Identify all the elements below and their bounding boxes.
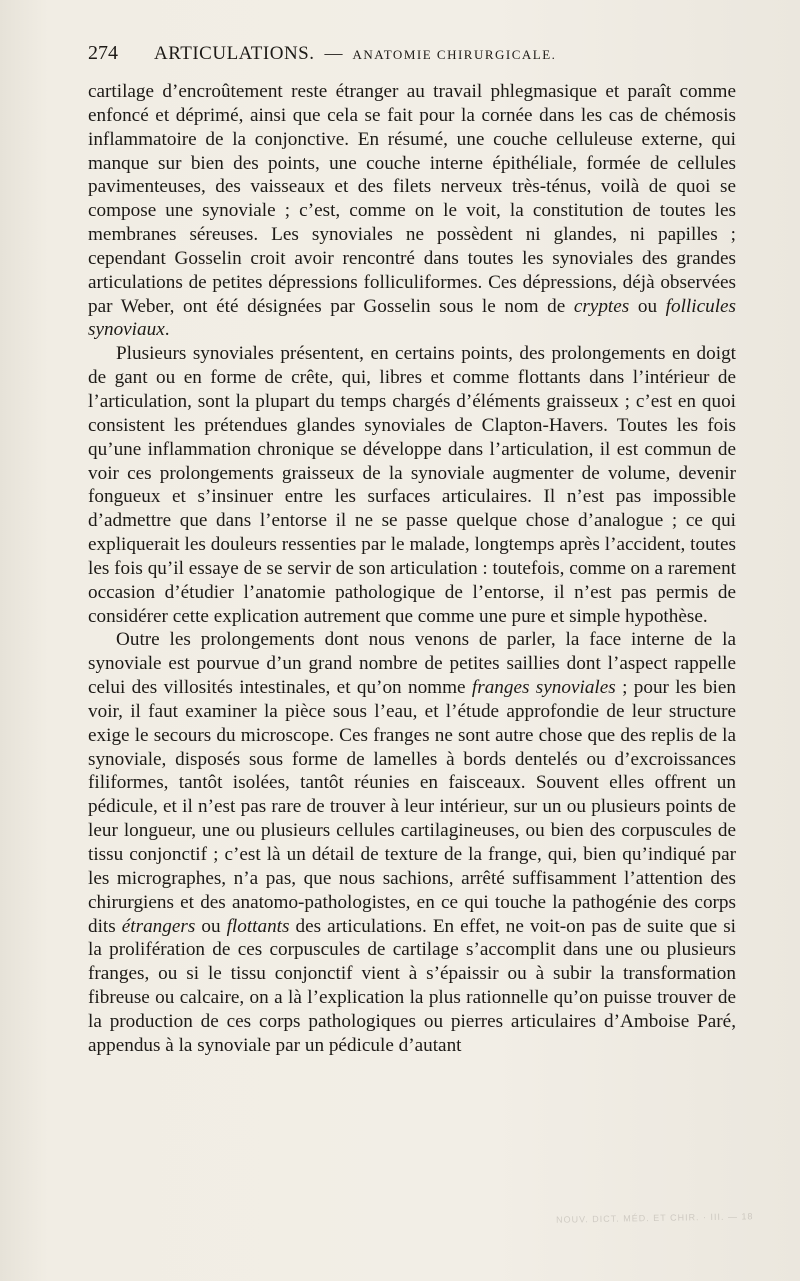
italic-term: follicules synoviaux (88, 295, 737, 341)
running-title: ARTICULATIONS. (154, 43, 315, 64)
signature-stamp: NOUV. DICT. MÉD. ET CHIR. · III. — 18 (556, 1211, 755, 1225)
text-run: ; pour les bien voir, il faut examiner la pièce sous l’eau, et l’étude approfondie de leur structure exige le secours du microscope. Ces franges ne sont autre chose que des replis de la synoviale, disposés sous forme de lamelles à bords dentelés ou d’excroissances filiformes, tantôt isolées, tantôt réunies en faisceaux. Souvent elles offrent un pédicule, et il n’est pas rare de trouver à leur intérieur, sur un ou plusieurs points de leur longueur, une ou plusieurs cellules cartilagineuses, ou bien des corpuscules de tissu conjonctif ; c’est là un détail de texture de la frange, qui, bien qu’indiqué par les micrographes, n’a pas, que nous sachions, arrêté suffisamment l’attention des chirurgiens et des anatomo-pathologistes, en ce qui touche la pathogénie des corps dits (88, 677, 736, 937)
italic-term: franges synoviales (471, 677, 616, 699)
italic-term: cryptes (573, 295, 630, 317)
italic-term: étrangers (121, 915, 196, 937)
text-run: . (164, 319, 170, 341)
text-run: des articulations. En effet, ne voit-on pas de suite que si la prolifération de ces corpuscules de cartilage s’accomplit dans une ou plusieurs franges, ou si le tissu conjonctif vient à s’épaissir ou à subir la transformation fibreuse ou calcaire, on a là l’explication la plus rationnelle qu’on puisse trouver de la production de ces corps pathologiques ou pierres articulaires d’Amboise Paré, appendus à la synoviale par un pédicule d’autant (88, 915, 736, 1056)
paragraph (88, 80, 736, 342)
italic-term: flottants (226, 915, 290, 937)
paragraph (88, 342, 736, 628)
paragraph (88, 628, 736, 1057)
body-text (88, 80, 736, 1058)
text-run: Outre les prolongements dont nous venons de parler, la face interne de la synoviale est pourvue d’un grand nombre de petites saillies dont l’aspect rappelle celui des villosités intestinales, et qu’on nomme (88, 629, 736, 699)
running-header (88, 42, 738, 70)
text-run: ou (629, 295, 666, 317)
text-run: Plusieurs synoviales présentent, en certains points, des prolongements en doigt de gant ou en forme de crête, qui, libres et comme flottants dans l’intérieur de l’articulation, sont la plupart du temps chargés d’éléments graisseux ; c’est en quoi consistent les prétendues glandes synoviales de Clapton-Havers. Toutes les fois qu’une inflammation chronique se développe dans l’articulation, il est commun de voir ces prolongements graisseux de la synoviale augmenter de volume, devenir fongueux et s’insinuer entre les surfaces articulaires. Il n’est pas impossible d’admettre que dans l’entorse il ne se passe quelque chose d’analogue ; ce qui expliquerait les douleurs ressenties par le malade, longtemps après l’accident, toutes les fois qu’il essaye de se servir de son articulation : toutefois, comme on a rarement occasion d’étudier l’anatomie pathologique de l’entorse, il n’est pas permis de considérer cette explication autrement que comme une pure et simple hypothèse. (88, 343, 736, 627)
text-run: cartilage d’encroûtement reste étranger au travail phlegmasique et paraît comme enfoncé et déprimé, ainsi que cela se fait pour la cornée dans les cas de chémosis inflammatoire de la conjonctive. En résumé, une couche celluleuse externe, qui manque sur bien des points, une couche interne épithéliale, formée de cellules pavimenteuses, des vaisseaux et des filets nerveux très-ténus, voilà de quoi se compose une synoviale ; c’est, comme on le voit, la constitution de toutes les membranes séreuses. Les synoviales ne possèdent ni glandes, ni papilles ; cependant Gosselin croit avoir rencontré dans toutes les synoviales des grandes articulations de petites dépressions folliculiformes. Ces dépressions, déjà observées par Weber, ont été désignées par Gosselin sous le nom de (88, 81, 736, 317)
header-dash: — (324, 43, 343, 63)
running-subtitle: ANATOMIE CHIRURGICALE. (352, 47, 557, 62)
text-run: ou (195, 915, 227, 937)
page-number: 274 (88, 42, 118, 64)
